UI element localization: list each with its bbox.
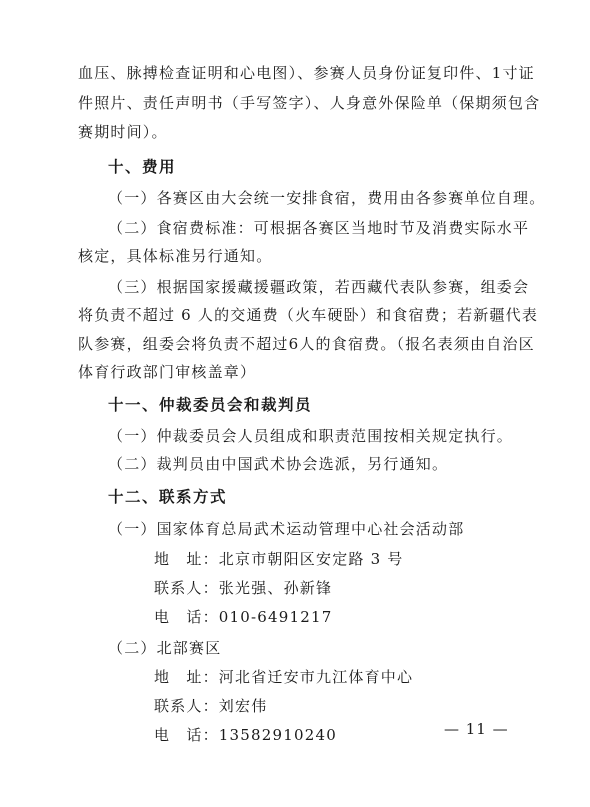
contact-2-person: 联系人：刘宏伟 [154, 697, 268, 715]
page-number: — 11 — [444, 720, 509, 738]
section-12-heading: 十二、联系方式 [108, 488, 228, 506]
contact-1-address: 地 址：北京市朝阳区安定路 3 号 [154, 550, 404, 568]
section-10-line-4: （三）根据国家援藏援疆政策，若西藏代表队参赛，组委会 [108, 278, 530, 296]
contact-2-address: 地 址：河北省迁安市九江体育中心 [154, 668, 414, 686]
intro-line-2: 件照片、责任声明书（手写签字）、人身意外保险单（保期须包含 [78, 94, 541, 112]
section-10-line-6: 队参赛，组委会将负责不超过6人的食宿费。（报名表须由自治区 [78, 335, 535, 353]
section-11-line-1: （一）仲裁委员会人员组成和职责范围按相关规定执行。 [108, 427, 514, 445]
contact-1-title: （一）国家体育总局武术运动管理中心社会活动部 [108, 520, 465, 538]
section-11-heading: 十一、仲裁委员会和裁判员 [108, 396, 313, 414]
contact-2-phone: 电 话：13582910240 [154, 726, 337, 744]
section-10-line-5: 将负责不超过 6 人的交通费（火车硬卧）和食宿费；若新疆代表 [78, 306, 539, 324]
intro-line-1: 血压、脉搏检查证明和心电图）、参赛人员身份证复印件、1寸证 [78, 64, 535, 82]
section-10-line-3: 核定，具体标准另行通知。 [78, 247, 273, 265]
section-11-line-2: （二）裁判员由中国武术协会选派，另行通知。 [108, 455, 449, 473]
section-10-heading: 十、费用 [108, 158, 177, 176]
contact-1-person: 联系人：张光强、孙新锋 [154, 579, 333, 597]
contact-1-phone: 电 话：010-6491217 [154, 608, 333, 626]
contact-2-title: （二）北部赛区 [108, 639, 222, 657]
section-10-line-2: （二）食宿费标准：可根据各赛区当地时节及消费实际水平 [108, 219, 530, 237]
section-10-line-7: 体育行政部门审核盖章） [78, 363, 257, 381]
section-10-line-1: （一）各赛区由大会统一安排食宿，费用由各参赛单位自理。 [108, 189, 546, 207]
intro-line-3: 赛期时间）。 [78, 123, 168, 141]
